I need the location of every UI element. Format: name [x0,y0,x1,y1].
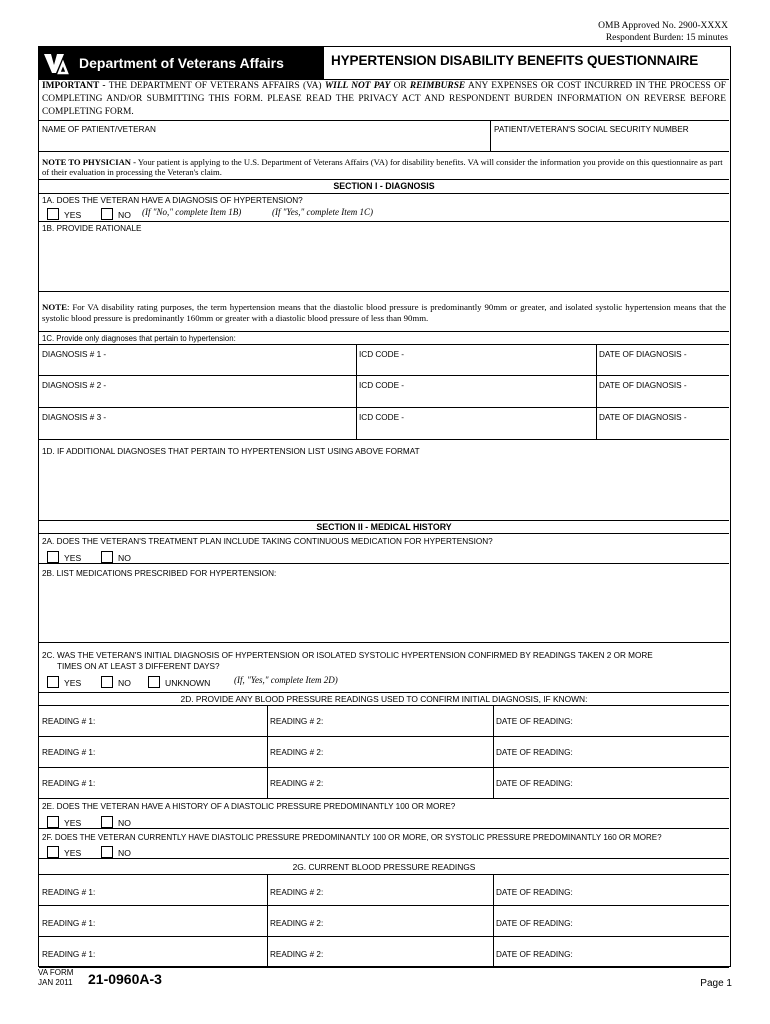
reading-1-field[interactable] [39,937,266,968]
initial-reading-row [39,706,729,737]
diagnosis-field[interactable] [39,376,355,408]
page-number: Page 1 [700,978,732,989]
date-of-reading-field[interactable] [493,768,729,799]
hypertension-definition-note [39,292,729,332]
identification-row [39,121,729,152]
q2f-no-option[interactable] [101,846,131,858]
diagnosis-row [39,344,729,376]
icd-code-field[interactable] [356,345,595,377]
note-to-physician [39,152,729,180]
q1a-yes-checkbox[interactable] [47,208,59,220]
reading-1-label: READING # 1: [42,717,96,726]
q2e-yes-label: YES [64,818,82,828]
date-of-reading-field[interactable] [493,706,729,737]
question-2e [39,799,729,829]
date-of-diagnosis-label: DATE OF DIAGNOSIS - [599,350,687,359]
q1d-label: 1D. IF ADDITIONAL DIAGNOSES THAT PERTAIN TO HYPERTENSION LIST USING ABOVE FORMAT [42,447,420,456]
department-banner [39,47,324,79]
reading-1-field[interactable] [39,875,266,906]
reading-2-field[interactable] [267,737,492,768]
reading-2-label: READING # 2: [270,950,324,959]
reading-2-label: READING # 2: [270,748,324,757]
form-number: 21-0960A-3 [88,971,162,987]
reading-1-label: READING # 1: [42,950,96,959]
important-notice [39,79,729,121]
q2c-unknown-option[interactable] [148,676,210,688]
va-logo-icon [43,51,73,75]
omb-approved: OMB Approved No. 2900-XXXX [598,21,728,31]
q2b-label: 2B. LIST MEDICATIONS PRESCRIBED FOR HYPERTENSION: [42,569,277,578]
q2e-label: 2E. DOES THE VETERAN HAVE A HISTORY OF A DIASTOLIC PRESSURE PREDOMINANTLY 100 OR MORE? [42,802,456,811]
reading-2-label: READING # 2: [270,717,324,726]
reading-1-label: READING # 1: [42,888,96,897]
icd-code-field[interactable] [356,408,595,440]
date-of-reading-label: DATE OF READING: [496,748,573,757]
question-2c [39,643,729,693]
ssn-label: PATIENT/VETERAN'S SOCIAL SECURITY NUMBER [494,125,689,134]
patient-name-label: NAME OF PATIENT/VETERAN [42,125,156,134]
reading-1-field[interactable] [39,706,266,737]
important-part1: THE DEPARTMENT OF VETERANS AFFAIRS (VA) [105,81,325,91]
patient-name-field[interactable] [41,135,485,149]
date-of-reading-label: DATE OF READING: [496,888,573,897]
date-of-reading-field[interactable] [493,875,729,906]
reading-2-label: READING # 2: [270,888,324,897]
q1a-label: 1A. DOES THE VETERAN HAVE A DIAGNOSIS OF HYPERTENSION? [42,196,303,205]
diagnosis-label: DIAGNOSIS # 3 - [42,413,107,422]
q2e-yes-option[interactable] [47,816,81,828]
question-1c [39,332,729,344]
reading-2-field[interactable] [267,906,492,937]
q1a-no-option[interactable] [101,208,131,220]
reading-1-label: READING # 1: [42,779,96,788]
q2c-no-checkbox[interactable] [101,676,113,688]
q2c-yes-label: YES [64,678,82,688]
reading-1-label: READING # 1: [42,919,96,928]
current-reading-row [39,937,729,968]
important-lead: IMPORTANT - [42,81,106,91]
q2c-yes-checkbox[interactable] [47,676,59,688]
q2a-yes-label: YES [64,553,82,563]
q2e-no-option[interactable] [101,816,131,828]
section-1-header [39,180,729,194]
department-name: Department of Veterans Affairs [79,55,284,71]
q2c-if-yes-note: (If, "Yes," complete Item 2D) [234,675,338,685]
date-of-reading-field[interactable] [493,906,729,937]
diagnosis-row [39,408,729,440]
current-reading-row [39,875,729,906]
note-physician-text: Your patient is applying to the U.S. Department of Veterans Affairs (VA) for disability benefits. VA will consider the information you provide on this questionnaire as part of their evaluation in processing the Veteran's claim. [42,157,723,177]
form-title: HYPERTENSION DISABILITY BENEFITS QUESTIONNAIRE [331,53,699,68]
q1a-if-no-note: (If "No," complete Item 1B) [142,207,242,217]
section-1-title: SECTION I - DIAGNOSIS [333,181,435,191]
date-of-diagnosis-field[interactable] [596,408,729,440]
note-lead: NOTE [42,302,67,312]
q2c-no-option[interactable] [101,676,131,688]
q2f-yes-checkbox[interactable] [47,846,59,858]
q2f-label: 2F. DOES THE VETERAN CURRENTLY HAVE DIASTOLIC PRESSURE PREDOMINANTLY 100 OR MORE, OR SYSTOLIC PRESSURE PREDOMINANTLY 160 OR MORE? [42,833,662,842]
important-or: OR [390,81,410,91]
q2a-no-option[interactable] [101,551,131,563]
question-1d[interactable] [39,440,729,521]
icd-code-field[interactable] [356,376,595,408]
respondent-burden: Respondent Burden: 15 minutes [605,33,728,43]
q2g-label: 2G. CURRENT BLOOD PRESSURE READINGS [292,862,476,872]
q1a-no-checkbox[interactable] [101,208,113,220]
diagnosis-label: DIAGNOSIS # 1 - [42,350,107,359]
q1b-label: 1B. PROVIDE RATIONALE [42,224,142,233]
q2f-no-checkbox[interactable] [101,846,113,858]
section-2-title: SECTION II - MEDICAL HISTORY [316,522,452,532]
q2c-label-line1: 2C. WAS THE VETERAN'S INITIAL DIAGNOSIS OF HYPERTENSION OR ISOLATED SYSTOLIC HYPERTENSION CONFIRMED BY READINGS TAKEN 2 OR MORE [42,651,653,660]
q2c-unknown-checkbox[interactable] [148,676,160,688]
reading-2-label: READING # 2: [270,919,324,928]
va-form-label: VA FORM [38,968,74,977]
q2f-yes-label: YES [64,848,82,858]
date-of-diagnosis-field[interactable] [596,345,729,377]
omb-info [598,20,728,44]
initial-reading-row [39,737,729,768]
reading-2-field[interactable] [267,875,492,906]
q2c-no-label: NO [118,678,131,688]
current-reading-row [39,906,729,937]
date-of-reading-label: DATE OF READING: [496,779,573,788]
question-2g [39,859,729,875]
reading-2-field[interactable] [267,937,492,968]
reading-1-field[interactable] [39,737,266,768]
q2f-yes-option[interactable] [47,846,81,858]
question-2b[interactable] [39,564,729,643]
diagnosis-row [39,376,729,408]
q1a-yes-option[interactable] [47,208,81,220]
icd-code-label: ICD CODE - [359,350,405,359]
q2e-no-checkbox[interactable] [101,816,113,828]
q2a-no-label: NO [118,553,131,563]
section-2-header [39,521,729,534]
diagnosis-label: DIAGNOSIS # 2 - [42,381,107,390]
date-of-diagnosis-field[interactable] [596,376,729,408]
diagnosis-field[interactable] [39,408,355,440]
question-2d [39,693,729,706]
ssn-field[interactable] [494,135,724,149]
divider [490,121,491,151]
form-header [39,47,729,80]
question-2a [39,534,729,564]
date-of-diagnosis-label: DATE OF DIAGNOSIS - [599,381,687,390]
date-of-diagnosis-label: DATE OF DIAGNOSIS - [599,413,687,422]
reading-2-field[interactable] [267,768,492,799]
questionnaire-form [38,46,731,967]
q1a-if-yes-note: (If "Yes," complete Item 1C) [272,207,373,217]
q2a-yes-option[interactable] [47,551,81,563]
q2d-label: 2D. PROVIDE ANY BLOOD PRESSURE READINGS USED TO CONFIRM INITIAL DIAGNOSIS, IF KNOWN: [180,694,588,704]
date-of-reading-field[interactable] [493,737,729,768]
reading-1-label: READING # 1: [42,748,96,757]
q2c-yes-option[interactable] [47,676,81,688]
note-text: : For VA disability rating purposes, the term hypertension means that the diastolic blood pressure is predominantly 90mm or greater, and isolated systolic hypertension means that the systolic blood pressure is predominantly 160mm or greater with a diastolic blood pressure of less than 90mm. [42,302,726,323]
question-2f [39,829,729,859]
q1a-yes-label: YES [64,210,82,220]
form-date: JAN 2011 [38,978,73,987]
icd-code-label: ICD CODE - [359,413,405,422]
initial-reading-row [39,768,729,799]
q2a-yes-checkbox[interactable] [47,551,59,563]
question-1a [39,194,729,222]
q2f-no-label: NO [118,848,131,858]
date-of-reading-label: DATE OF READING: [496,950,573,959]
reading-2-label: READING # 2: [270,779,324,788]
reading-1-field[interactable] [39,768,266,799]
reimburse: REIMBURSE [409,81,466,91]
q2c-label-line2: TIMES ON AT LEAST 3 DIFFERENT DAYS? [57,662,220,671]
q2a-label: 2A. DOES THE VETERAN'S TREATMENT PLAN INCLUDE TAKING CONTINUOUS MEDICATION FOR HYPERTENSION? [42,537,493,546]
date-of-reading-label: DATE OF READING: [496,919,573,928]
diagnosis-field[interactable] [39,345,355,377]
q2a-no-checkbox[interactable] [101,551,113,563]
q1c-label: 1C. Provide only diagnoses that pertain to hypertension: [42,334,236,343]
reading-2-field[interactable] [267,706,492,737]
reading-1-field[interactable] [39,906,266,937]
form-footer-left [38,968,73,988]
note-physician-lead: NOTE TO PHYSICIAN - [42,157,136,167]
icd-code-label: ICD CODE - [359,381,405,390]
date-of-reading-field[interactable] [493,937,729,968]
important-part2: ANY EXPENSES OR COST INCURRED IN THE PROCESS OF COMPLETING AND/OR SUBMITTING THIS FORM. PLEASE READ THE PRIVACY ACT AND RESPONDENT BURDEN INFORMATION ON REVERSE BEFORE COMPLETING FORM. [42,81,726,117]
will-not-pay: WILL NOT PAY [324,81,391,91]
q2e-yes-checkbox[interactable] [47,816,59,828]
question-1b[interactable] [39,222,729,292]
q2c-unknown-label: UNKNOWN [165,678,211,688]
date-of-reading-label: DATE OF READING: [496,717,573,726]
q1a-no-label: NO [118,210,131,220]
q2e-no-label: NO [118,818,131,828]
